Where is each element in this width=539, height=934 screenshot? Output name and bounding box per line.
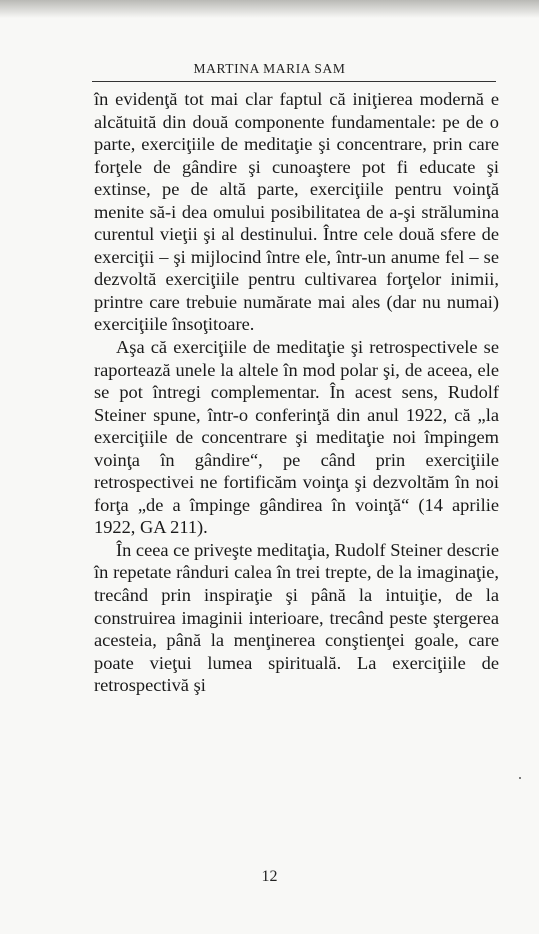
paragraph-1: în evidenţă tot mai clar faptul că iniţierea modernă e alcătuită din două componente fundamentale: pe de o parte, exerciţiile de meditaţie şi concentrare, prin care forţele de gândire şi cunoaştere pot fi educate şi extinse, pe de altă parte, exerciţiile pentru voinţă menite să-i dea omului posibilitatea de a-şi strălumina curentul vieţii şi al destinului. Între cele două sfere de exerciţii – şi mijlocind între ele, într-un anume fel – se dezvoltă exerciţiile pentru cultivarea forţelor inimii, printre care trebuie numărate mai ales (dar nu numai) exerciţiile însoţitoare. — [94, 89, 499, 335]
header-rule — [92, 81, 496, 82]
page-top-edge-shadow — [0, 0, 539, 18]
page-number: 12 — [261, 868, 278, 885]
body-text — [94, 88, 499, 697]
running-header-author: MARTINA MARIA SAM — [193, 61, 346, 76]
paragraph-3: În ceea ce priveşte meditaţia, Rudolf Steiner descrie în repetate rânduri calea în trei trepte, de la imaginaţie, trecând prin inspiraţie şi până la intuiţie, de la construirea imaginii interioare, trecând peste ştergerea acesteia, până la menţinerea conştienţei goale, care poate vieţui lumea spirituală. La exerciţiile de retrospectivă şi — [94, 539, 499, 696]
scan-speck — [519, 777, 521, 779]
paragraph-2: Aşa că exerciţiile de meditaţie şi retrospectivele se raportează unele la altele în mod polar şi, de aceea, ele se pot întregi complementar. În acest sens, Rudolf Steiner spune, într-o conferinţă din anul 1922, că „la exerciţiile de concentrare şi meditaţie noi împingem voinţa în gândire“, pe când prin exerciţiile retrospectivei ne fortificăm voinţa şi dezvoltăm în noi forţa „de a împinge gândirea în voinţă“ (14 aprilie 1922, GA 211). — [94, 337, 499, 538]
